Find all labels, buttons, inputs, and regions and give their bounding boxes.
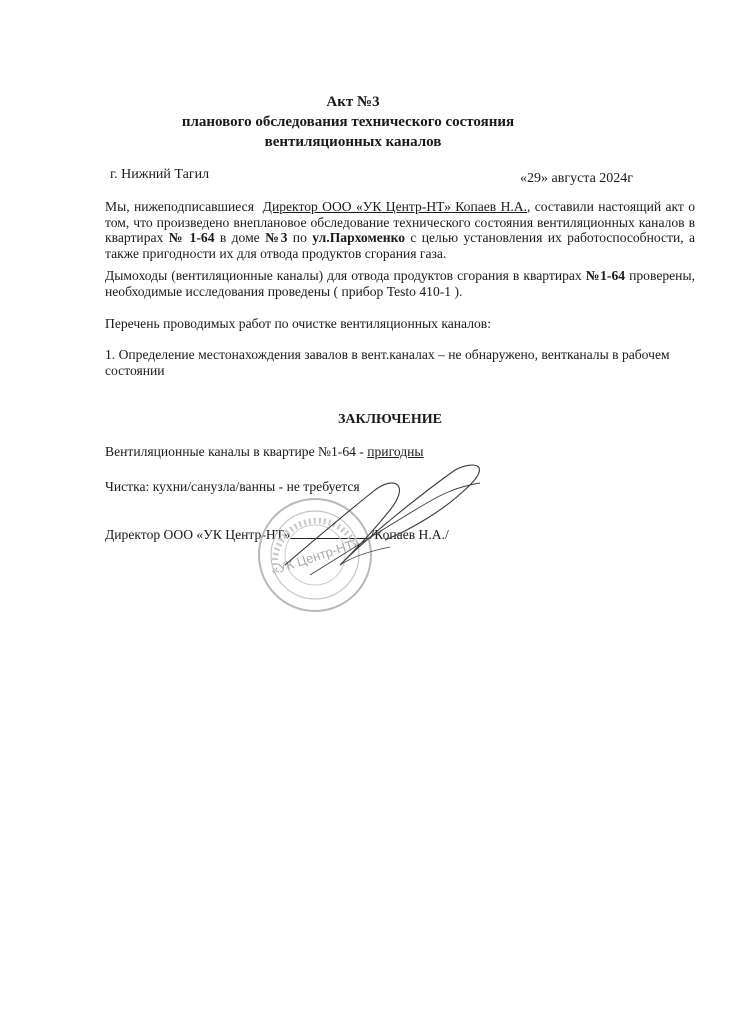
act-subtitle-line2: вентиляционных каналов (264, 134, 442, 150)
work-item: 1. Определение местонахождения завалов в вент.каналах – не обнаружено, вентканалы в рабочем состоянии (105, 347, 670, 378)
intro-part4: по (292, 230, 307, 246)
intro-part3: в доме (219, 230, 260, 246)
act-subtitle-line1: планового обследования технического состояния (181, 114, 515, 130)
conclusion-line1-text: Вентиляционные каналы в квартире №1-64 - (105, 444, 368, 459)
street-name: ул.Пархоменко (312, 230, 406, 246)
intro-part2: , составили настоящий акт о том, что произведено внеплановое обследование технического состояния вентиляционных каналов в квартирах (105, 199, 696, 246)
intro-part5: с целью установления их работоспособности, а также пригодности их для отвода продуктов сгорания газа. (105, 230, 696, 261)
conclusion-result: пригодны (367, 444, 424, 459)
chimneys-part2: проверены, необходимые исследования проведены ( прибор Testo 410-1 ). (105, 268, 695, 299)
house-number: №3 (265, 230, 288, 246)
apartments-range: № 1-64 (168, 230, 215, 246)
stamp-text: «УК Центр-НТ» (269, 535, 362, 578)
place: г. Нижний Тагил (110, 167, 210, 182)
chimneys-part1: Дымоходы (вентиляционные каналы) для отвода продуктов сгорания в квартирах (105, 268, 582, 283)
conclusion-line2: Чистка: кухни/санузла/ванны - не требуется (105, 479, 360, 494)
signer-name: Директор ООО «УК Центр-НТ» Копаев Н.А. (262, 199, 528, 214)
works-heading: Перечень проводимых работ по очистке вентиляционных каналов: (105, 316, 491, 331)
act-title: Акт №3 (326, 94, 380, 110)
conclusion-heading: ЗАКЛЮЧЕНИЕ (337, 412, 443, 427)
chimneys-apartments: №1-64 (585, 268, 626, 283)
signature-position: Директор ООО «УК Центр-НТ» (105, 527, 291, 542)
intro-part1: Мы, нижеподписавшиеся (105, 199, 254, 214)
date: «29» августа 2024г (520, 171, 634, 186)
signature-name: /Копаев Н.А./ (370, 527, 449, 542)
chimneys-paragraph (105, 268, 695, 299)
intro-paragraph (105, 199, 695, 261)
handwritten-signature (280, 455, 500, 595)
